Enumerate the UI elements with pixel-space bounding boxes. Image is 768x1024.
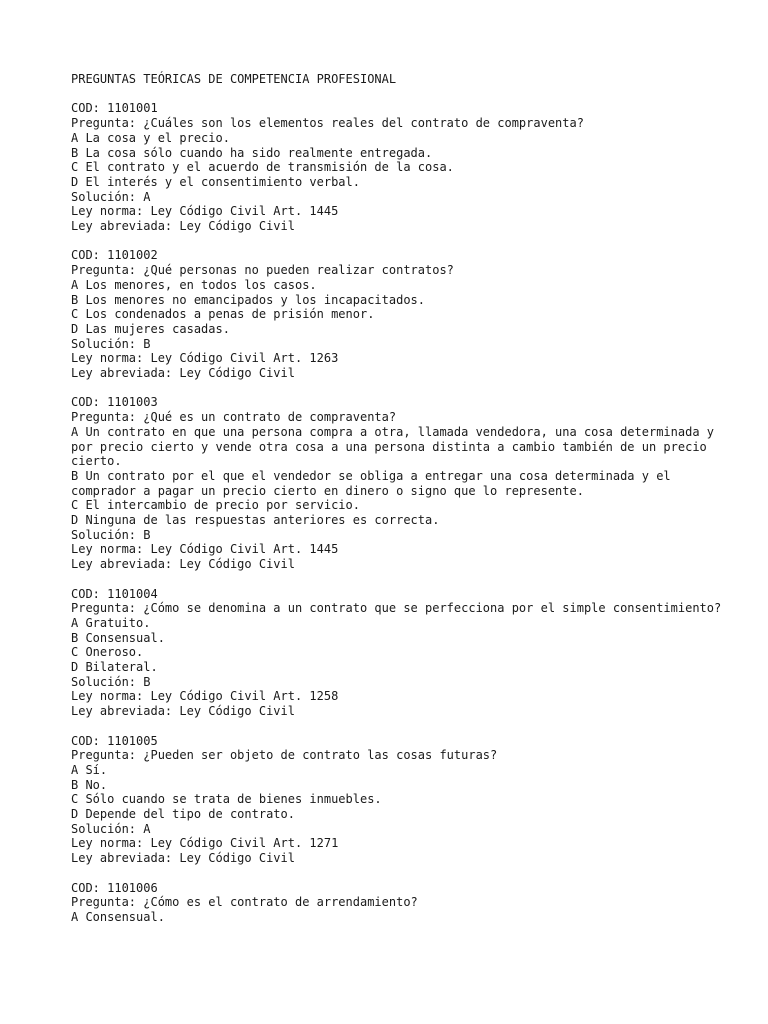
- law-reference: Ley norma: Ley Código Civil Art. 1258: [71, 689, 339, 704]
- law-abbreviation: Ley abreviada: Ley Código Civil: [71, 704, 295, 719]
- answer-option-d: D Las mujeres casadas.: [71, 321, 230, 336]
- answer-option-d: D Ninguna de las respuestas anteriores es correcta.: [71, 513, 440, 528]
- law-reference: Ley norma: Ley Código Civil Art. 1445: [71, 204, 339, 219]
- answer-option-b: B Los menores no emancipados y los incapacitados.: [71, 292, 426, 307]
- answer-option-d: D El interés y el consentimiento verbal.: [71, 174, 360, 189]
- answer-option-a: A Sí.: [71, 762, 108, 777]
- question-text: Pregunta: ¿Qué personas no pueden realizar contratos?: [71, 263, 454, 278]
- question-item: [71, 881, 731, 925]
- answer-option-c: C El intercambio de precio por servicio.: [71, 498, 360, 513]
- solution: Solución: B: [71, 527, 151, 542]
- question-code: COD: 1101001: [71, 101, 158, 116]
- law-reference: Ley norma: Ley Código Civil Art. 1263: [71, 351, 339, 366]
- answer-option-c: C Sólo cuando se trata de bienes inmuebles.: [71, 792, 382, 807]
- answer-option-a: A Los menores, en todos los casos.: [71, 277, 317, 292]
- law-abbreviation: Ley abreviada: Ley Código Civil: [71, 557, 295, 572]
- answer-option-b: B La cosa sólo cuando ha sido realmente entregada.: [71, 145, 433, 160]
- question-text: Pregunta: ¿Pueden ser objeto de contrato las cosas futuras?: [71, 748, 498, 763]
- document-page: [71, 72, 731, 939]
- solution: Solución: A: [71, 821, 151, 836]
- question-item: [71, 734, 731, 866]
- law-abbreviation: Ley abreviada: Ley Código Civil: [71, 366, 295, 381]
- question-item: [71, 395, 731, 571]
- question-text: Pregunta: ¿Cuáles son los elementos reales del contrato de compraventa?: [71, 116, 584, 131]
- question-code: COD: 1101005: [71, 733, 158, 748]
- question-code: COD: 1101002: [71, 248, 158, 263]
- answer-option-a: A Consensual.: [71, 909, 165, 924]
- question-text: Pregunta: ¿Cómo es el contrato de arrendamiento?: [71, 895, 418, 910]
- answer-option-c: C El contrato y el acuerdo de transmisión de la cosa.: [71, 160, 454, 175]
- question-code: COD: 1101003: [71, 395, 158, 410]
- answer-option-a: A Gratuito.: [71, 615, 151, 630]
- question-item: [71, 248, 731, 380]
- law-reference: Ley norma: Ley Código Civil Art. 1445: [71, 542, 339, 557]
- law-abbreviation: Ley abreviada: Ley Código Civil: [71, 219, 295, 234]
- answer-option-c: C Oneroso.: [71, 645, 144, 660]
- answer-option-c: C Los condenados a penas de prisión menor.: [71, 307, 375, 322]
- answer-option-b: B Un contrato por el que el vendedor se obliga a entregar una cosa determinada y el comprador a pagar un precio cierto en dinero o signo que lo represente.: [71, 468, 671, 498]
- question-text: Pregunta: ¿Cómo se denomina a un contrato que se perfecciona por el simple consentimiento?: [71, 601, 722, 616]
- answer-option-d: D Bilateral.: [71, 660, 158, 675]
- solution: Solución: B: [71, 674, 151, 689]
- document-title: PREGUNTAS TEÓRICAS DE COMPETENCIA PROFESIONAL: [71, 72, 397, 86]
- answer-option-d: D Depende del tipo de contrato.: [71, 807, 295, 822]
- answer-option-a: A Un contrato en que una persona compra a otra, llamada vendedora, una cosa determinada y por precio cierto y vende otra cosa a una persona distinta a cambio también de un precio cierto.: [71, 424, 714, 469]
- answer-option-b: B No.: [71, 777, 108, 792]
- question-item: [71, 587, 731, 719]
- answer-option-b: B Consensual.: [71, 630, 165, 645]
- answer-option-a: A La cosa y el precio.: [71, 130, 230, 145]
- solution: Solución: A: [71, 189, 151, 204]
- question-item: [71, 101, 731, 233]
- question-code: COD: 1101004: [71, 586, 158, 601]
- question-code: COD: 1101006: [71, 880, 158, 895]
- solution: Solución: B: [71, 336, 151, 351]
- law-abbreviation: Ley abreviada: Ley Código Civil: [71, 851, 295, 866]
- law-reference: Ley norma: Ley Código Civil Art. 1271: [71, 836, 339, 851]
- question-text: Pregunta: ¿Qué es un contrato de compraventa?: [71, 410, 397, 425]
